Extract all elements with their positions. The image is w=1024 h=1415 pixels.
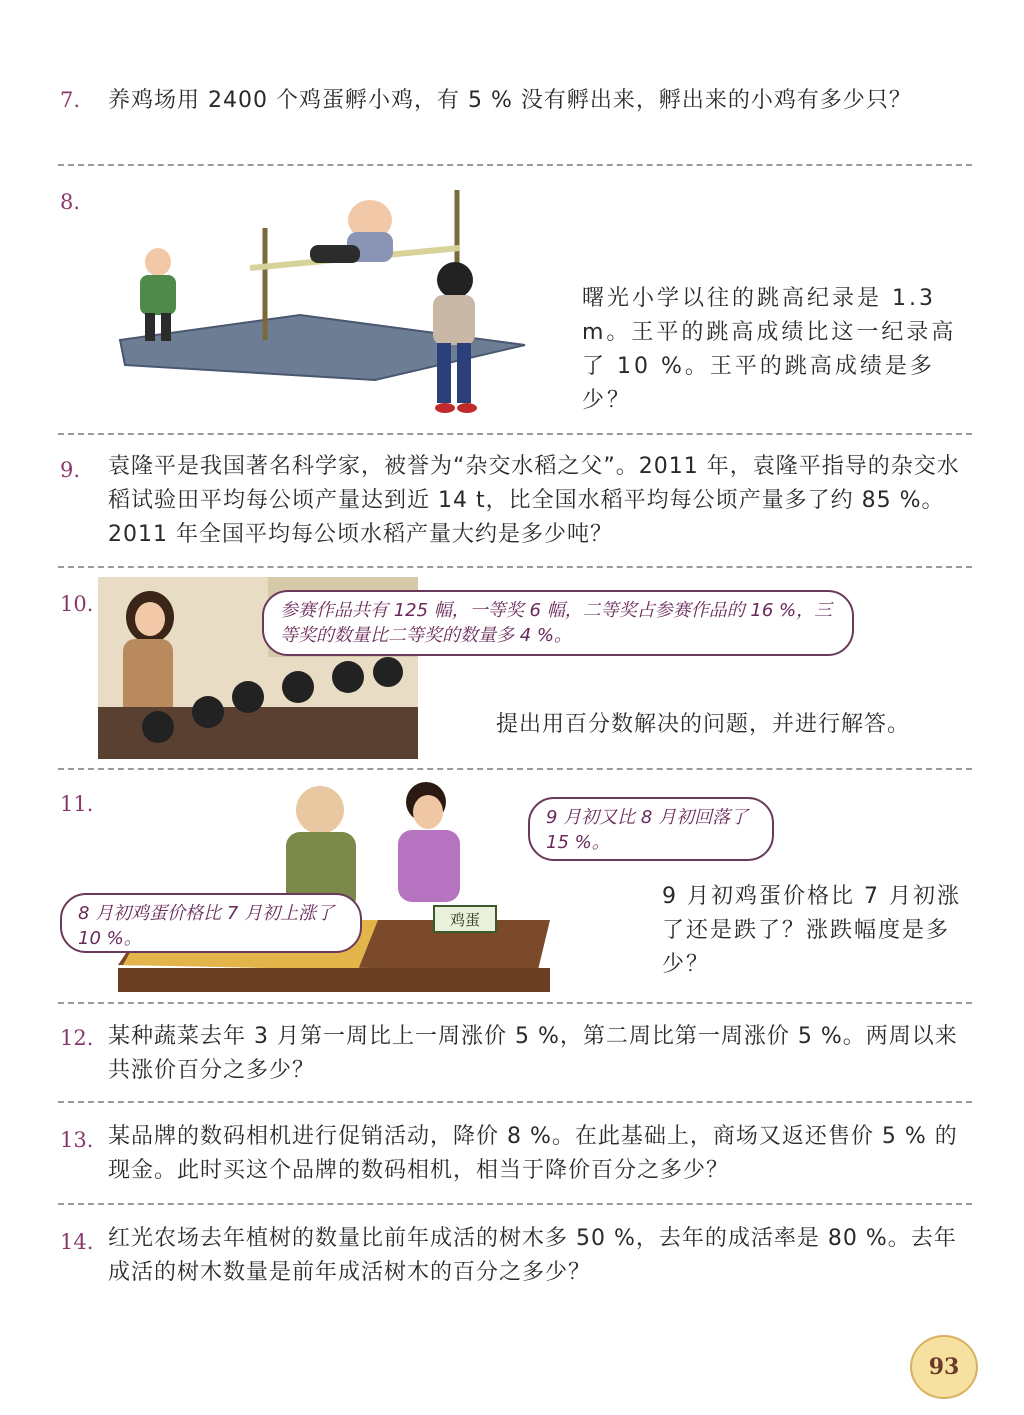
separator [58,1002,972,1004]
egg-stall-illustration [118,780,550,992]
problem-13-number: 13. [60,1128,94,1152]
separator [58,1101,972,1103]
problem-9-text: 袁隆平是我国著名科学家，被誉为“杂交水稻之父”。2011 年，袁隆平指导的杂交水稻试验田平均每公顷产量达到近 14 t，比全国水稻平均每公顷产量多了约 85 %。2011 年全国平均每公顷水稻产量大约是多少吨？ [108,454,960,547]
page-number-badge [910,1335,978,1399]
vendor-speech-text: 9 月初又比 8 月初回落了 15 %。 [546,807,749,853]
separator [58,164,972,166]
problem-10-text: 提出用百分数解决的问题，并进行解答。 [496,712,911,737]
teacher-speech-bubble [262,590,854,656]
high-jump-illustration [115,180,535,420]
separator [58,1203,972,1205]
problem-7-number: 7. [60,88,81,112]
problem-10-number: 10. [60,592,94,616]
customer-speech-text: 8 月初鸡蛋价格比 7 月初上涨了 10 %。 [78,903,335,949]
teacher-speech-text: 参赛作品共有 125 幅，一等奖 6 幅，二等奖占参赛作品的 16 %，三等奖的数量比二等奖的数量多 4 %。 [280,600,833,646]
egg-sign-text: 鸡蛋 [449,911,481,929]
separator [58,566,972,568]
problem-14-text: 红光农场去年植树的数量比前年成活的树木多 50 %，去年的成活率是 80 %。去年成活的树木数量是前年成活树木的百分之多少？ [108,1226,957,1285]
problem-8-text: 曙光小学以往的跳高纪录是 1.3 m。王平的跳高成绩比这一纪录高了 10 %。王平的跳高成绩是多少？ [582,286,957,413]
problem-12-text: 某种蔬菜去年 3 月第一周比上一周涨价 5 %，第二周比第一周涨价 5 %。两周以来共涨价百分之多少？ [108,1024,958,1083]
problem-7-text: 养鸡场用 2400 个鸡蛋孵小鸡，有 5 % 没有孵出来，孵出来的小鸡有多少只？ [108,88,912,113]
problem-8-number: 8. [60,190,81,214]
problem-12-number: 12. [60,1026,94,1050]
problem-9-number: 9. [60,458,81,482]
separator [58,433,972,435]
problem-14-number: 14. [60,1230,94,1254]
separator [58,768,972,770]
vendor-speech-bubble [528,797,774,861]
problem-11-text: 9 月初鸡蛋价格比 7 月初涨了还是跌了？涨跌幅度是多少？ [662,884,961,977]
page-number: 93 [928,1354,960,1380]
problem-11-number: 11. [60,792,94,816]
problem-13-text: 某品牌的数码相机进行促销活动，降价 8 %。在此基础上，商场又返还售价 5 % 的现金。此时买这个品牌的数码相机，相当于降价百分之多少？ [108,1124,958,1183]
customer-speech-bubble [60,893,362,953]
